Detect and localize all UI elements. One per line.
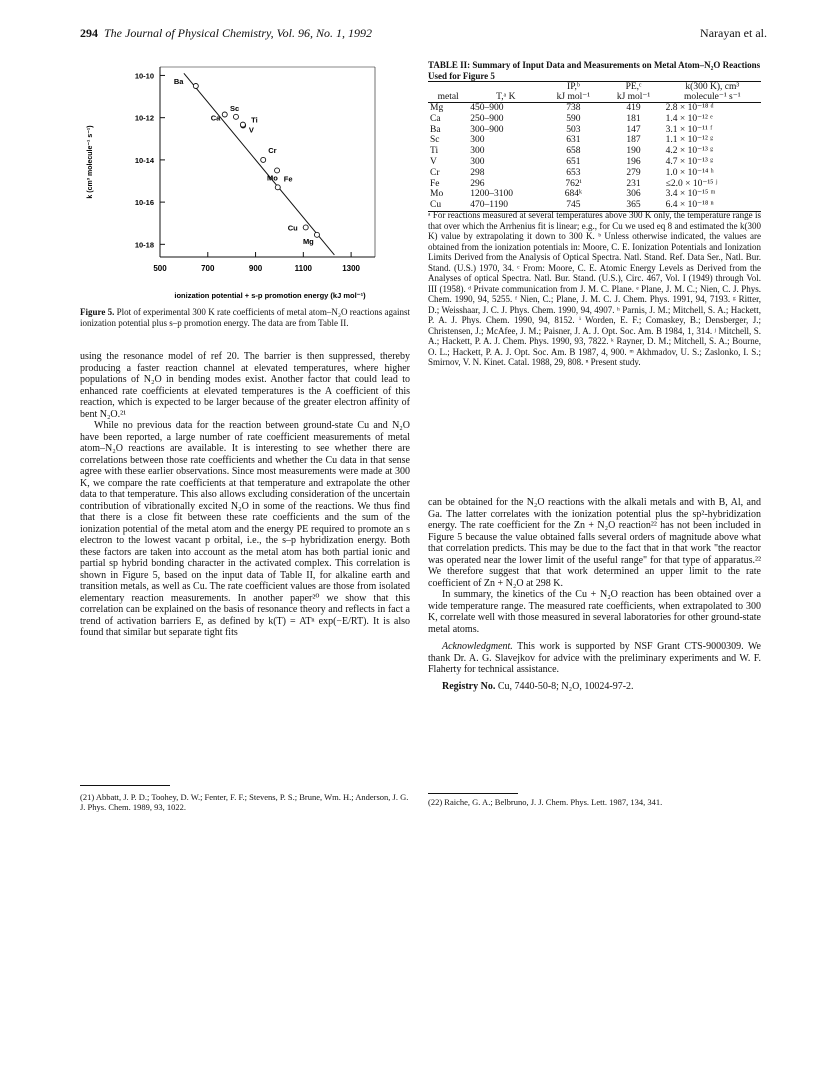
data-point-ca <box>222 112 227 117</box>
table-cell-k: 1.0 × 10⁻¹⁴ ʰ <box>665 167 714 178</box>
table-cell-ip: 658 <box>566 146 581 157</box>
table-cell-metal: Ba <box>430 124 441 135</box>
acknowledgment <box>428 641 761 676</box>
table-cell-pe: 306 <box>626 189 641 200</box>
point-label-v: V <box>248 125 254 135</box>
table-cell-ip: 745 <box>543 200 603 211</box>
fit-line <box>184 73 335 255</box>
table-cell-ip: 653 <box>566 167 581 178</box>
table-cell-metal: Ti <box>430 146 439 157</box>
table-row <box>428 157 761 168</box>
table-cell-k: 6.4 × 10⁻¹⁸ ⁿ <box>664 200 761 211</box>
table-header-blank <box>468 82 543 92</box>
table-footnotes: ᵃ For reactions measured at several temperatures above 300 K only, the temperature range is that over which the Arrhenius fit is linear; e.g., for Cu we used eq 8 and estimated the k(300 K) value by extrapolating it down to 300 K. ᵇ Unless otherwise indicated, the values are obtained from the ionization potentials in: Moore, C. E. Ionization Potentials and Ionization Limits Derived from the Analysis of Optical Spectra. Natl. Stand. Ref. Data Ser., Natl. Bur. Stand. (U.S.) 1970, 34. ᶜ From: Moore, C. E. Atomic Energy Levels as Derived from the Analyses of optical Spectra. Natl. Bur. Stand. (U.S.), Circ. 467, Vol. I (1949) through Vol. III (1958). ᵈ Private communication from J. M. C. Plane. ᵉ Plane, J. M. C.; Nien, C. J. Phys. Chem. 1990, 94, 5255. ᶠ Nien, C.; Plane, J. M. C. J. Chem. Phys. 1991, 94, 7193. ᵍ Ritter, D.; Weisshaar, J. C. J. Phys. Chem. 1990, 94, 4907. ʰ Parnis, J. M.; Mitchell, S. A.; Hackett, P. A. J. Phys. Chem. 1990, 94, 8152. ⁱ Worden, E. F.; Comaskey, B.; Densberger, J.; Christensen, J.; McAfee, J. M.; Paisner, J. A. J. Opt. Soc. Am. B 1984, 1, 314. ʲ Mitchell, S. A.; Hackett, P. A. J. Chem. Phys. 1990, 93, 7822. ᵏ Rayner, D. M.; Mitchell, S. A.; Bourne, O. L.; Hackett, P. A. J. Opt. Soc. Am. B 1987, 4, 900. ᵐ Akhmadov, U. S.; Zaslonko, I. S.; Smirnov, V. N. Kinet. Catal. 1988, 29, 808. ⁿ Present study. <box>428 210 761 367</box>
table-cell-t: 300 <box>470 156 485 167</box>
table-cell-k: 1.1 × 10⁻¹² ᵍ <box>665 135 714 146</box>
figure-caption-label: Figure 5. <box>80 307 115 317</box>
right-paragraph-2: In summary, the kinetics of the Cu + N₂O reaction has been obtained over a wide temperature range. The measured rate coefficients, when extrapolated to 300 K, correlate well with those measured in several laboratories for other ground-state metal atoms. <box>428 589 761 635</box>
right-column-body <box>428 497 761 692</box>
running-header-left <box>80 26 372 41</box>
data-point-fe <box>275 185 280 190</box>
table-row <box>428 135 761 146</box>
running-header-authors: Narayan et al. <box>700 26 767 40</box>
data-point-cr <box>261 157 266 162</box>
page-number: 294 <box>80 26 98 40</box>
left-column-body <box>80 351 410 639</box>
table-header-metal: metal <box>428 92 468 103</box>
table-cell-metal: Cr <box>430 167 440 178</box>
table-cell-pe: 181 <box>626 113 641 124</box>
table-cell-metal: Sc <box>430 135 440 146</box>
point-label-cu: Cu <box>287 223 298 233</box>
data-point-mg <box>314 232 319 237</box>
table-cell-ip: 590 <box>566 113 581 124</box>
reference-21: (21) Abbatt, J. P. D.; Toohey, D. W.; Fenter, F. F.; Stevens, P. S.; Brune, Wm. H.; Anderson, J. G. J. Phys. Chem. 1989, 93, 1022. <box>80 792 409 812</box>
table-cell-metal: Mg <box>430 103 444 113</box>
table-cell-pe: 187 <box>626 135 641 146</box>
footnote-rule-left <box>80 785 170 786</box>
x-axis-label: ionization potential + s-p promotion energy (kJ mol⁻¹) <box>174 291 366 300</box>
data-point-mo <box>275 168 280 173</box>
table-cell-pe: 196 <box>626 156 641 167</box>
table-row <box>428 125 761 136</box>
registry-text: Cu, 7440-50-8; N₂O, 10024-97-2. <box>497 680 634 692</box>
table-cell-t: 250–900 <box>470 113 504 124</box>
data-point-sc <box>233 114 238 119</box>
data-point-cu <box>303 225 308 230</box>
x-tick-label: 1100 <box>294 264 313 273</box>
table-row <box>428 189 761 200</box>
y-tick-label: 10-12 <box>134 113 154 123</box>
point-label-ti: Ti <box>251 115 258 125</box>
x-tick-label: 500 <box>153 264 167 273</box>
y-tick-label: 10-14 <box>134 155 154 165</box>
acknowledgment-text: This work is supported by NSF Grant CTS-9000309. We thank Dr. A. G. Slavejkov for advice with the preliminary experiments and W. F. Flaherty for technical assistance. <box>428 641 761 675</box>
table-cell-metal: V <box>430 156 437 167</box>
table-cell-pe: 147 <box>626 124 641 135</box>
table-cell-pe: 190 <box>626 146 641 157</box>
x-tick-label: 900 <box>248 264 263 273</box>
table-row <box>428 114 761 125</box>
y-tick-label: 10-16 <box>134 198 154 208</box>
table-cell-metal: Mo <box>430 189 444 200</box>
table-cell-ip: 631 <box>566 135 581 146</box>
figure-caption-text: Plot of experimental 300 K rate coefficients of metal atom–N₂O reactions against ionization potential plus s–p promotion energy. The data are from Table II. <box>80 307 410 328</box>
table-cell-ip: 738 <box>566 103 581 113</box>
table-row <box>428 168 761 179</box>
reference-22: (22) Raiche, G. A.; Belbruno, J. J. Chem. Phys. Lett. 1987, 134, 341. <box>428 797 663 807</box>
table-header-temperature: T,ᵃ K <box>468 92 543 103</box>
registry-label: Registry No. <box>442 680 496 692</box>
table-cell-pe: 279 <box>626 167 641 178</box>
figure-caption <box>80 307 410 328</box>
table-cell-k: 4.7 × 10⁻¹³ ᵍ <box>665 156 714 167</box>
table-cell-k: 1.4 × 10⁻¹² ᵉ <box>665 113 713 124</box>
x-tick-label: 700 <box>201 264 215 273</box>
figure-5-chart <box>80 62 410 307</box>
table-cell-pe: 365 <box>603 200 663 211</box>
table-cell-pe: 419 <box>626 103 641 113</box>
footnote-rule-right <box>428 793 518 794</box>
table-cell-ip: 503 <box>566 124 581 135</box>
table-cell-k: 2.8 × 10⁻¹⁸ ᵈ <box>665 103 714 113</box>
point-label-fe: Fe <box>283 174 293 184</box>
table-header-pe: PE,ᶜ <box>625 82 642 92</box>
table-cell-t: 298 <box>470 167 485 178</box>
left-paragraph-2: While no previous data for the reaction between ground-state Cu and N₂O have been reported, a large number of rate coefficient measurements of metal atom–N₂O reactions are available. It is interesting to see whether there are correlations between those rate coefficients and whether the Cu data in that sense agree with these earlier observations. Since most measurements were made at 300 K, we compare the rate coefficients at that temperature and extrapolate the other data to that temperature. This also allows excluding consideration of the uncertain contribution of vibrationally excited N₂O in some of the reactions. We thus find that there is a close fit between these rate coefficients and the sum of the ionization potential of the metal atom and the energy PE required to promote an s electron to the lowest vacant p orbital, i.e., the s–p hybridization energy. Both these factors are taken into account as the metal atom has both partial ionic and partial sp hybrid bonding character in the activated complex. This correlation is shown in Figure 5, based on the input data of Table II, for alkaline earth and transition metals, as well as Cu. The rate coefficient values are those from isolated elementary reaction measurements. In another paper²⁰ we show that this correlation can be explained on the basis of resonance theory and reflects in fact a trend of activation barriers E, as defined by k(T) = ATⁿ exp(−E/RT). It is also found that similar but separate tight fits <box>80 420 410 638</box>
figure-5 <box>80 62 410 307</box>
y-axis-label: k (cm³ molecule⁻¹ s⁻¹) <box>87 125 94 199</box>
registry <box>428 681 761 693</box>
data-point-ba <box>193 84 198 89</box>
table-header-pe-unit: kJ mol⁻¹ <box>603 92 663 103</box>
table-header-k-unit: molecule⁻¹ s⁻¹ <box>664 92 761 103</box>
journal-title: The Journal of Physical Chemistry, Vol. 96, No. 1, 1992 <box>104 26 372 40</box>
table-cell-ip: 762ⁱ <box>565 178 582 189</box>
point-label-ba: Ba <box>173 77 184 86</box>
table-cell-ip: 651 <box>566 156 581 167</box>
table-cell-k: 3.4 × 10⁻¹⁵ ᵐ <box>665 189 716 200</box>
y-tick-label: 10-10 <box>134 71 154 81</box>
table-cell-t: 470–1190 <box>468 200 543 211</box>
table-cell-pe: 231 <box>626 178 641 189</box>
data-point-v <box>240 122 245 127</box>
table-header-k: k(300 K), cm³ <box>685 82 740 92</box>
x-tick-label: 1300 <box>342 264 361 273</box>
table-cell-t: 300–900 <box>470 124 504 135</box>
table-cell-k: 3.1 × 10⁻¹¹ ᶠ <box>665 124 713 135</box>
point-label-mg: Mg <box>302 236 314 246</box>
acknowledgment-label: Acknowledgment. <box>442 641 513 652</box>
right-paragraph-1: can be obtained for the N₂O reactions with the alkali metals and with B, Al, and Ga. The latter correlates with the ionization potential plus the sp²-hybridization energy. The rate coefficient for the Zn + N₂O reaction²² has not been included in Figure 5 because the value obtained falls several orders of magnitude above what that correlation predicts. This may be due to the fact that in that work "the reactor was operated near the lower limit of the useful range" for that type of apparatus.²² We therefore suggest that that work determined an upper limit to the rate coefficient of Zn + N₂O at 298 K. <box>428 497 761 589</box>
table-cell-k: ≤2.0 × 10⁻¹⁵ ʲ <box>665 178 718 189</box>
table-row <box>428 146 761 157</box>
table-cell-metal: Cu <box>428 200 468 211</box>
table-cell-t: 450–900 <box>470 103 504 113</box>
table-cell-metal: Ca <box>430 113 441 124</box>
table-cell-ip: 684ᵏ <box>564 189 583 200</box>
table-row <box>428 179 761 190</box>
table-cell-t: 1200–3100 <box>470 189 514 200</box>
table-header-blank <box>428 82 468 92</box>
table-header-ip-unit: kJ mol⁻¹ <box>543 92 603 103</box>
table-row <box>428 103 761 114</box>
table-title: TABLE II: Summary of Input Data and Measurements on Metal Atom–N₂O Reactions Used for Figure 5 <box>428 60 761 81</box>
table-cell-t: 296 <box>470 178 485 189</box>
table-header-ip: IP,ᵇ <box>567 82 580 92</box>
table-cell-t: 300 <box>470 146 485 157</box>
table-2 <box>428 82 761 212</box>
point-label-cr: Cr <box>268 145 277 155</box>
left-paragraph-1: using the resonance model of ref 20. The barrier is then suppressed, thereby producing a faster reaction channel at elevated temperatures, where higher populations of N₂O in bending modes exist. Another factor that could lead to enhanced rate coefficients at elevated temperatures is the A coefficient of this reaction, which is expected to be larger because of the greater electron affinity of bent N₂O.²¹ <box>80 351 410 420</box>
table-cell-t: 300 <box>470 135 485 146</box>
table-cell-k: 4.2 × 10⁻¹³ ᵍ <box>665 146 714 157</box>
point-label-mo: Mo <box>267 173 278 183</box>
point-label-sc: Sc <box>229 103 240 113</box>
table-cell-metal: Fe <box>430 178 440 189</box>
point-label-ca: Ca <box>210 113 221 123</box>
y-tick-label: 10-18 <box>134 240 154 250</box>
